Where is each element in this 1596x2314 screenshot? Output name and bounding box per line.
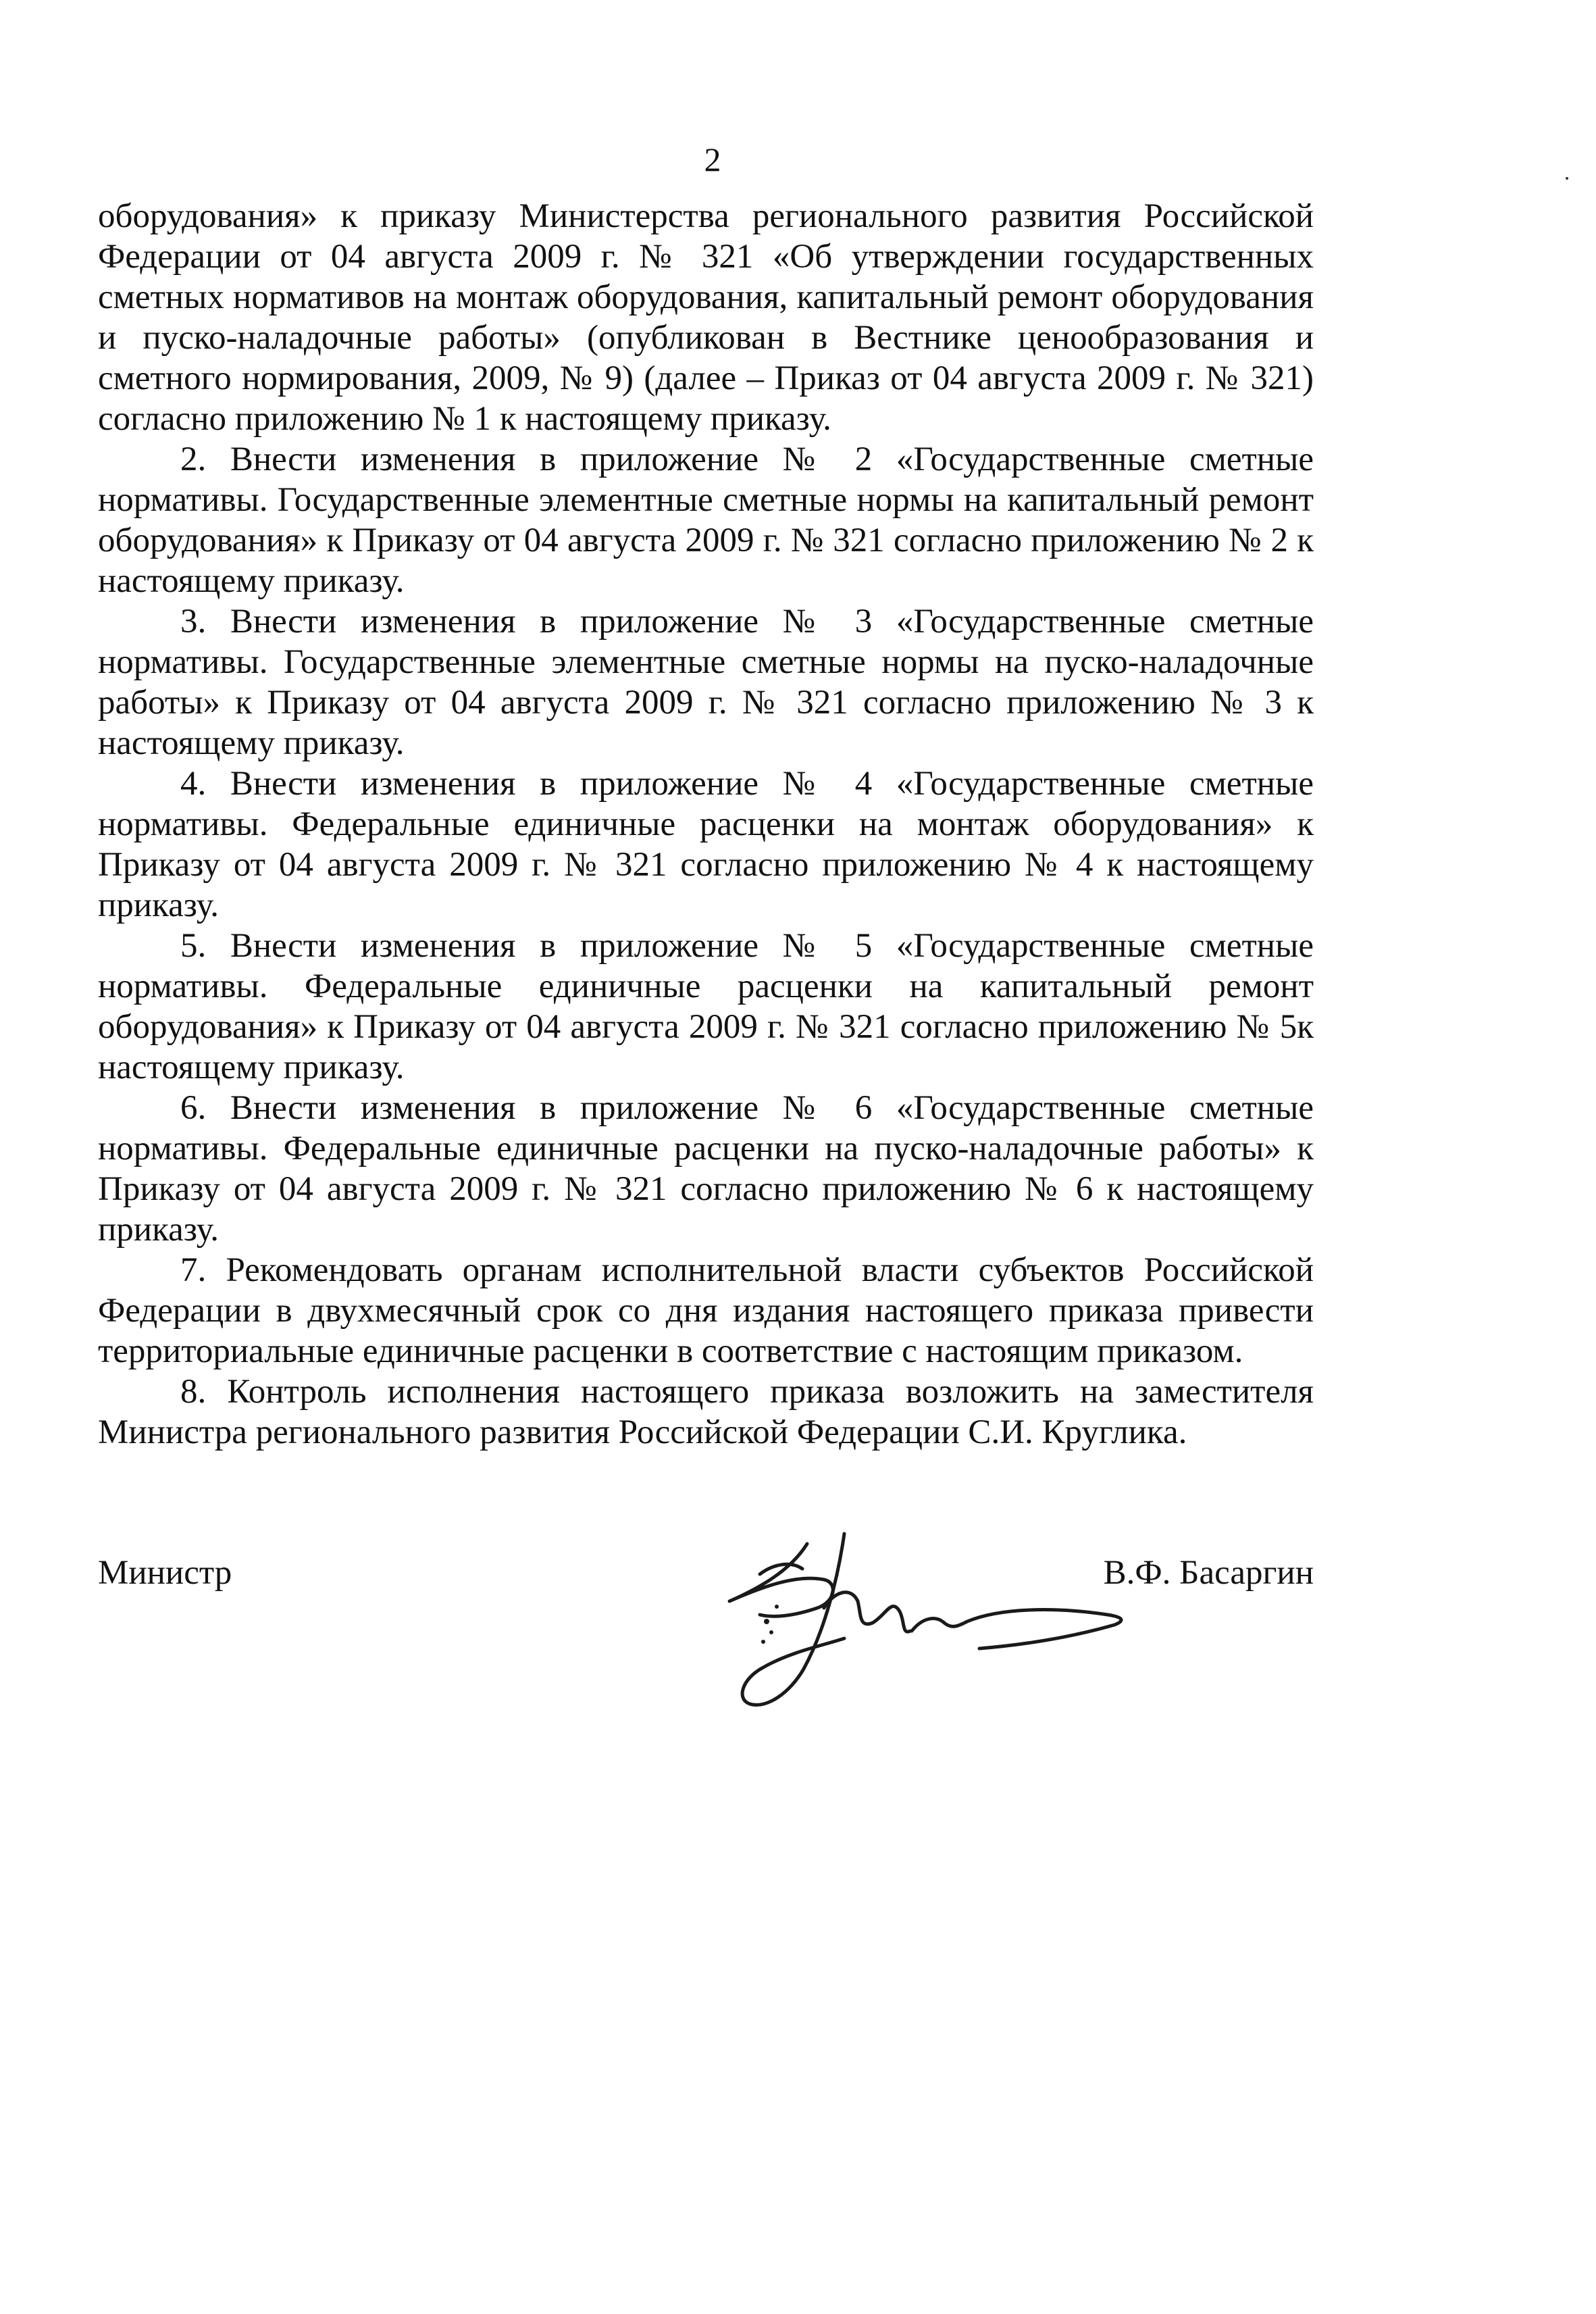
paragraph-item-5: 5. Внести изменения в приложение № 5 «Государственные сметные нормативы. Федеральные единичные расценки на капитальный ремонт оборудования» к Приказу от 04 августа 2009 г. № 321 согласно приложению № 5к настоящему приказу.: [98, 927, 1314, 1086]
signer-position: Министр: [98, 1554, 232, 1592]
signer-name: В.Ф. Басаргин: [1103, 1554, 1314, 1592]
signature-block: [98, 1547, 1314, 1723]
paragraph-item-7: 7. Рекомендовать органам исполнительной власти субъектов Российской Федерации в двухмесячный срок со дня издания настоящего приказа привести территориальные единичные расценки в соответствие с настоящим приказом.: [98, 1251, 1314, 1370]
paragraph-item-3: 3. Внести изменения в приложение № 3 «Государственные сметные нормативы. Государственные элементные сметные нормы на пуско-наладочные работы» к Приказу от 04 августа 2009 г. № 321 согласно приложению № 3 к настоящему приказу.: [98, 603, 1314, 762]
handwritten-signature: [621, 1507, 1250, 1723]
paragraph-item-8: 8. Контроль исполнения настоящего приказа возложить на заместителя Министра регионального развития Российской Федерации С.И. Круглика.: [98, 1373, 1314, 1451]
paragraph-item-4: 4. Внести изменения в приложение № 4 «Государственные сметные нормативы. Федеральные единичные расценки на монтаж оборудования» к Приказу от 04 августа 2009 г. № 321 согласно приложению № 4 к настоящему приказу.: [98, 765, 1314, 924]
paragraph-item-2: 2. Внести изменения в приложение № 2 «Государственные сметные нормативы. Государственные элементные сметные нормы на капитальный ремонт оборудования» к Приказу от 04 августа 2009 г. № 321 согласно приложению № 2 к настоящему приказу.: [98, 441, 1314, 600]
scan-speck: [1566, 177, 1568, 180]
paragraph-continuation: оборудования» к приказу Министерства регионального развития Российской Федерации от 04 августа 2009 г. № 321 «Об утверждении государственных сметных нормативов на монтаж оборудования, капитальный ремонт оборудования и пуско-наладочные работы» (опубликован в Вестнике ценообразования и сметного нормирования, 2009, № 9) (далее – Приказ от 04 августа 2009 г. № 321) согласно приложению № 1 к настоящему приказу.: [98, 197, 1314, 438]
document-body: [98, 196, 1314, 1453]
paragraph-item-6: 6. Внести изменения в приложение № 6 «Государственные сметные нормативы. Федеральные единичные расценки на пуско-наладочные работы» к Приказу от 04 августа 2009 г. № 321 согласно приложению № 6 к настоящему приказу.: [98, 1089, 1314, 1249]
page-number: 2: [704, 141, 721, 178]
